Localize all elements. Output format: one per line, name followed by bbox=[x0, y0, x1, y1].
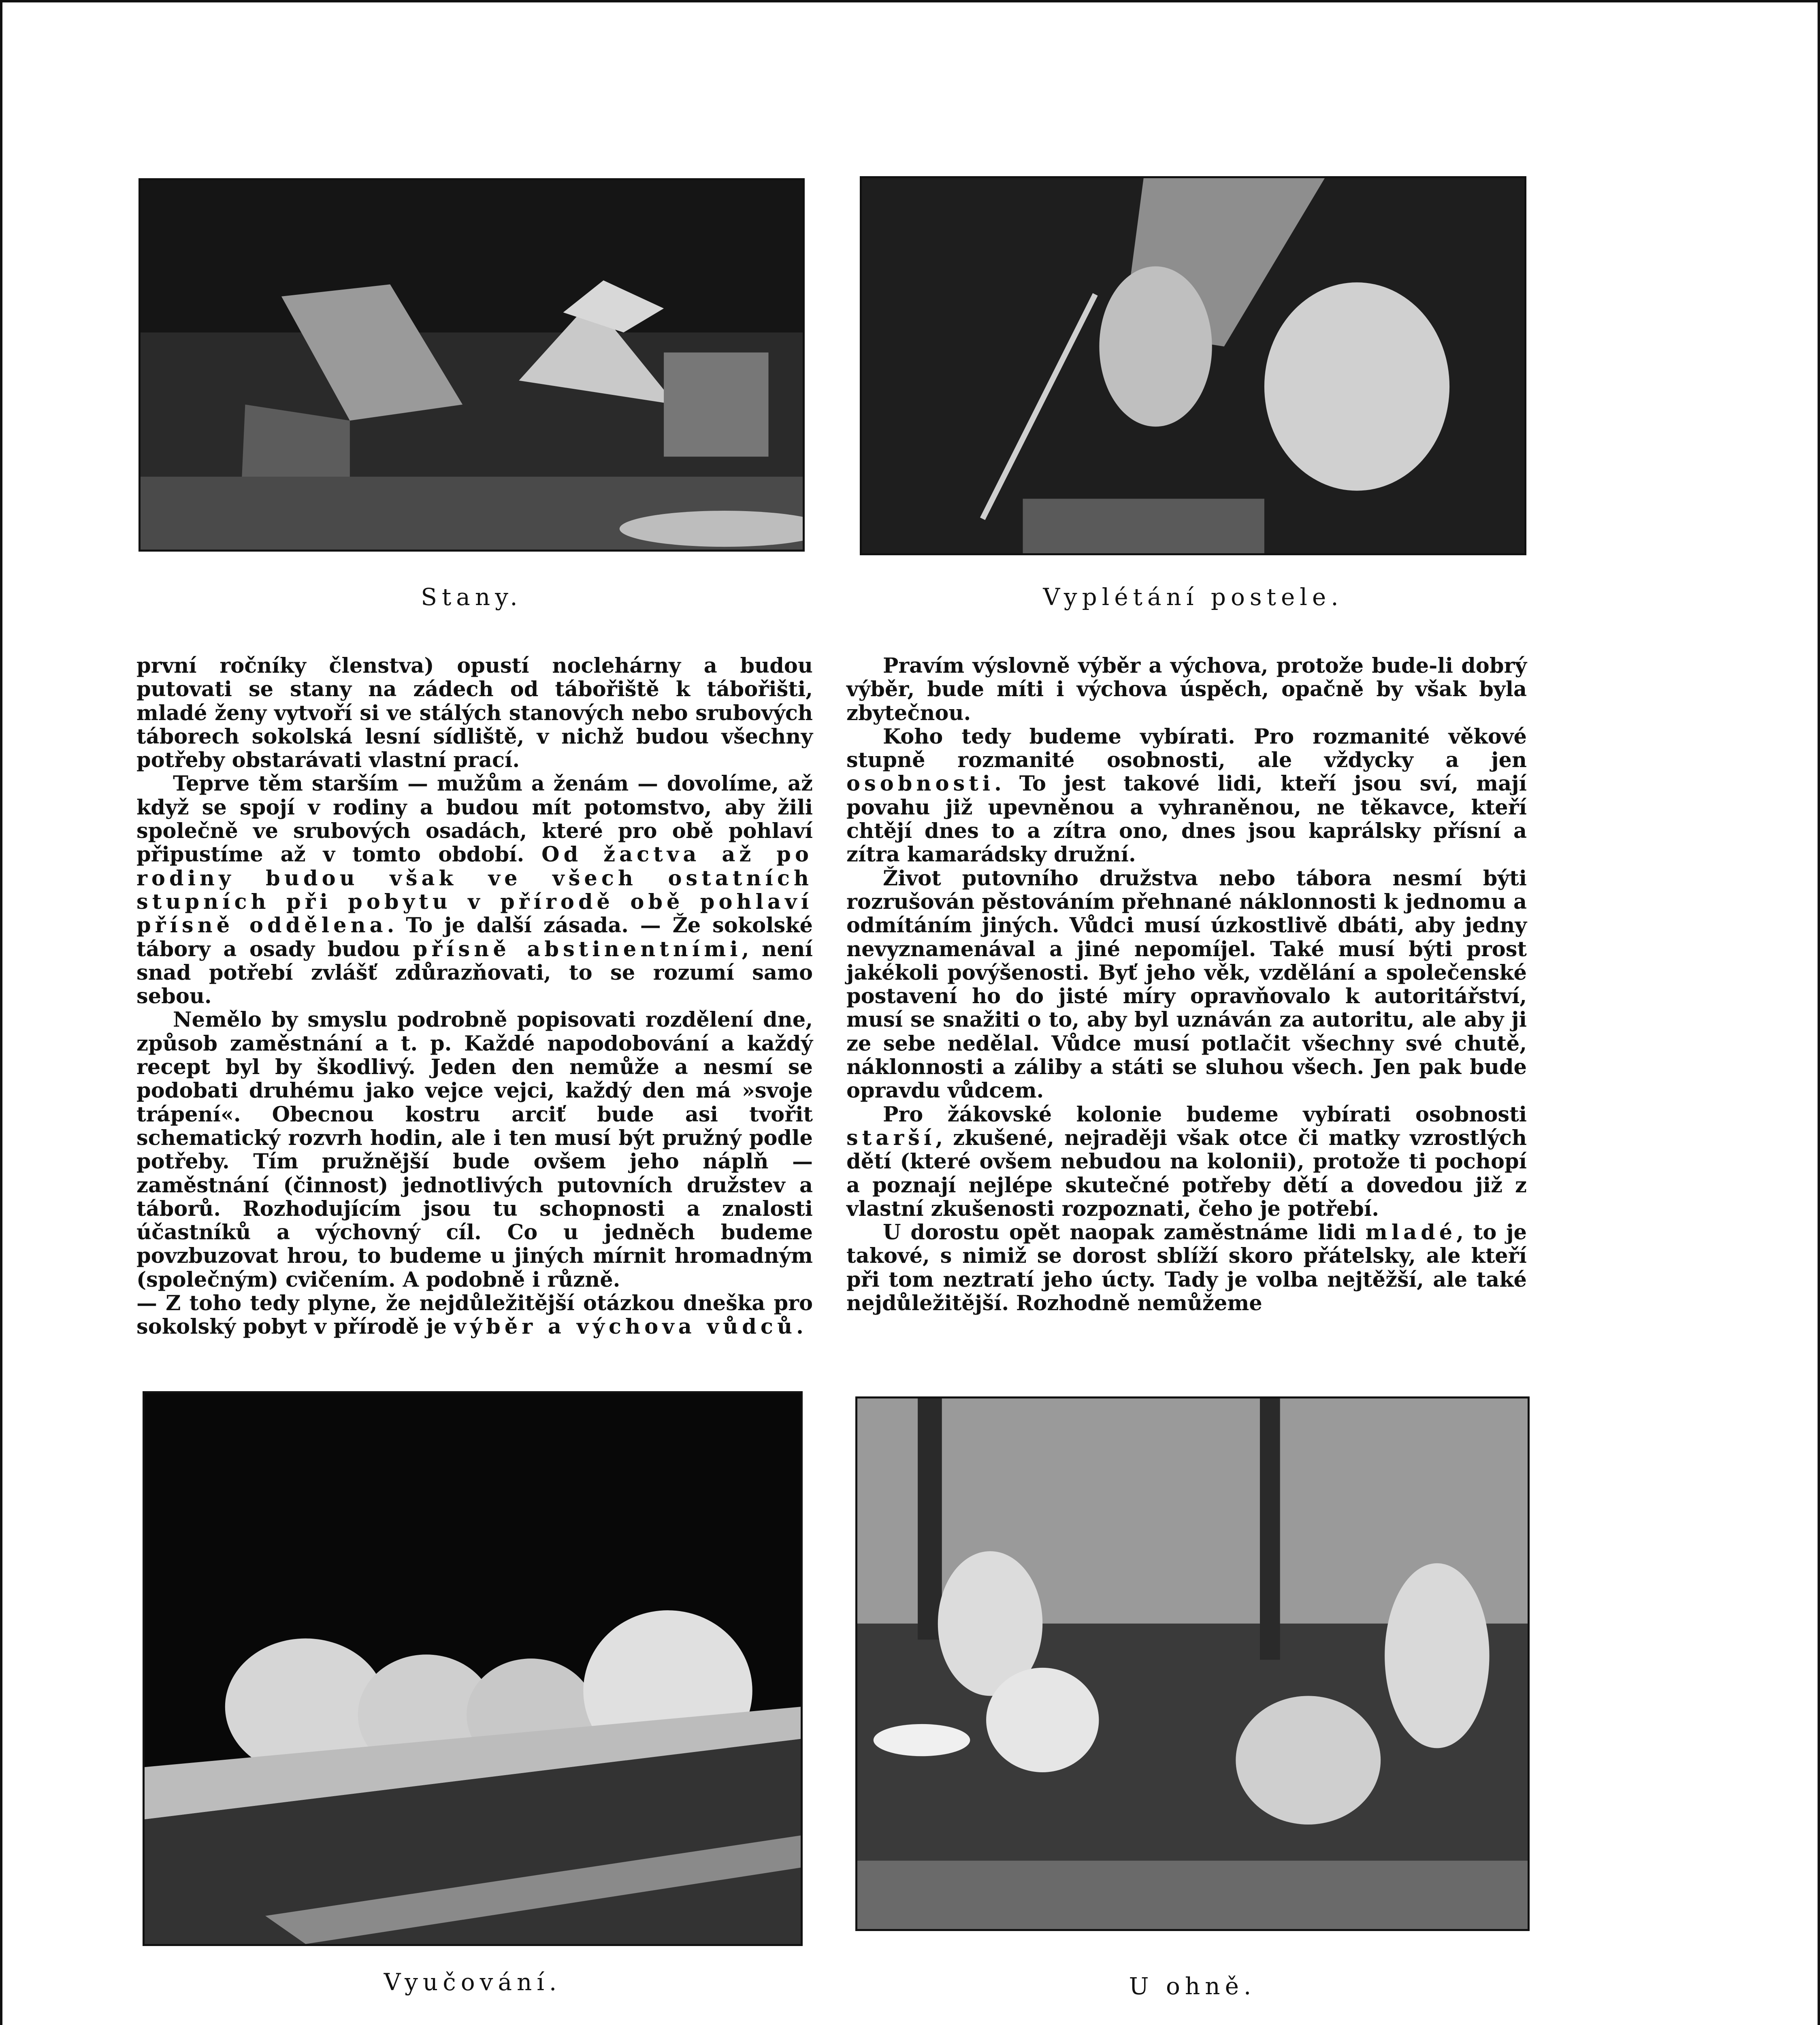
paragraph bbox=[846, 725, 1527, 867]
photo-caption: Vyplétání postele. bbox=[1043, 583, 1343, 611]
photo-tents bbox=[139, 178, 805, 552]
text-run: , zkušené, nejraději však otce či matky vzrostlých dětí (které ovšem nebudou na kolonii), protože ti pochopí a poznají nejlépe skutečné potřeby dětí a dovedou již z vlastní zkušenosti rozpoznati, čeho je potřebí. bbox=[846, 1125, 1527, 1221]
emphasized-text: přísně abstinentními bbox=[413, 937, 742, 961]
text-run: , to je takové, s nimiž se dorost sblíží skoro přátelsky, ale kteří při tom neztratí jeho úcty. Tady je volba nejtěžší, ale také nejdůležitější. Rozhodně nemůžeme bbox=[846, 1220, 1527, 1316]
paragraph bbox=[846, 1103, 1527, 1221]
text-run: . bbox=[796, 1315, 803, 1339]
article-left-column bbox=[136, 654, 813, 1339]
photo-bed-weaving bbox=[860, 176, 1526, 555]
text-run: Pro žákovské kolonie budeme vybírati osobnosti bbox=[883, 1102, 1527, 1127]
text-run: . To jest takové lidi, kteří jsou sví, mají povahu již upevněnou a vyhraněnou, ne těkavce, kteří chtějí dnes to a zítra ono, dnes jsou kaprálsky přísní a zítra kamarádsky družní. bbox=[846, 772, 1527, 867]
paragraph bbox=[136, 772, 813, 1008]
emphasized-text: osobnosti bbox=[846, 772, 995, 796]
text-run: U dorostu opět naopak zaměstnáme lidi bbox=[883, 1220, 1366, 1245]
photo-caption: Vyučování. bbox=[384, 1968, 562, 1996]
paragraph bbox=[846, 1221, 1527, 1315]
emphasized-text: Od žactva až po rodiny budou však ve všech ostatních stupních při pobytu v přírodě obě pohlaví přísně oddělena bbox=[136, 842, 813, 938]
text-run: Teprve těm starším — mužům a ženám — dovolíme, až když se spojí v rodiny a budou mít potomstvo, aby žili společně ve srubových osadách, které pro obě pohlaví připustíme až v tomto období. bbox=[136, 772, 813, 867]
text-run: , není snad potřebí zvlášť zdůrazňovati, to se rozumí samo sebou. bbox=[136, 937, 813, 1009]
paragraph: Nemělo by smyslu podrobně popisovati rozdělení dne, způsob zaměstnání a t. p. Každé napodobování a každý recept byl by škodlivý. Jeden den nemůže a nesmí se podobati druhému jako vejce vejci, každý den má »svoje trápení«. Obecnou kostru arciť bude asi tvořit schematický rozvrh hodin, ale i ten musí být pružný podle potřeby. Tím pružnější bude ovšem jeho náplň — zaměstnání (činnost) jednotlivých putovních družstev a táborů. Rozhodujícím jsou tu schopnosti a znalosti účastníků a výchovný cíl. Co u jedněch budeme povzbuzovat hrou, to budeme u jiných mírnit hromadným (společným) cvičením. A podobně i různě. bbox=[136, 1008, 813, 1292]
photo-lesson bbox=[143, 1391, 803, 1946]
photo-caption: Stany. bbox=[421, 583, 522, 611]
text-run: Koho tedy budeme vybírati. Pro rozmanité věkové stupně rozmanité osobnosti, ale vždycky a jen bbox=[846, 724, 1527, 773]
paragraph: první ročníky členstva) opustí noclehárny a budou putovati se stany na zádech od tábořiště k tábořišti, mladé ženy vytvoří si ve stálých stanových nebo srubových táborech sokolská lesní sídliště, v nichž budou všechny potřeby obstarávati vlastní prací. bbox=[136, 654, 813, 773]
photo-caption: U ohně. bbox=[1129, 1972, 1256, 2000]
paragraph: Život putovního družstva nebo tábora nesmí býti rozrušován pěstováním přehnané náklonnosti k jednomu a odmítáním jiných. Vůdci musí úzkostlivě dbáti, aby jedny nevyznamenával a jiné nepomíjel. Také musí býti prost jakékoli povýšenosti. Byť jeho věk, vzdělání a společenské postavení ho do jisté míry opravňovalo k autoritářství, musí se snažiti o to, aby byl uznáván za autoritu, ale aby ji ze sebe nedělal. Vůdce musí potlačit všechny své chutě, náklonnosti a záliby a státi se sluhou všech. Jen pak bude opravdu vůdcem. bbox=[846, 866, 1527, 1103]
paragraph: Pravím výslovně výběr a výchova, protože bude-li dobrý výběr, bude míti i výchova úspěch, opačně by však byla zbytečnou. bbox=[846, 654, 1527, 725]
paragraph bbox=[136, 1292, 813, 1339]
emphasized-text: starší bbox=[846, 1125, 936, 1150]
emphasized-text: výběr a výchova vůdců bbox=[454, 1315, 797, 1339]
text-run: . To je další zásada. — Že sokolské tábory a osady budou bbox=[136, 913, 813, 961]
photo-by-the-fire bbox=[855, 1396, 1530, 1931]
article-right-column bbox=[846, 654, 1527, 1315]
emphasized-text: mladé bbox=[1365, 1220, 1457, 1245]
text-run: — Z toho tedy plyne, že nejdůležitější otázkou dneška pro sokolský pobyt v přírodě je bbox=[136, 1291, 813, 1339]
